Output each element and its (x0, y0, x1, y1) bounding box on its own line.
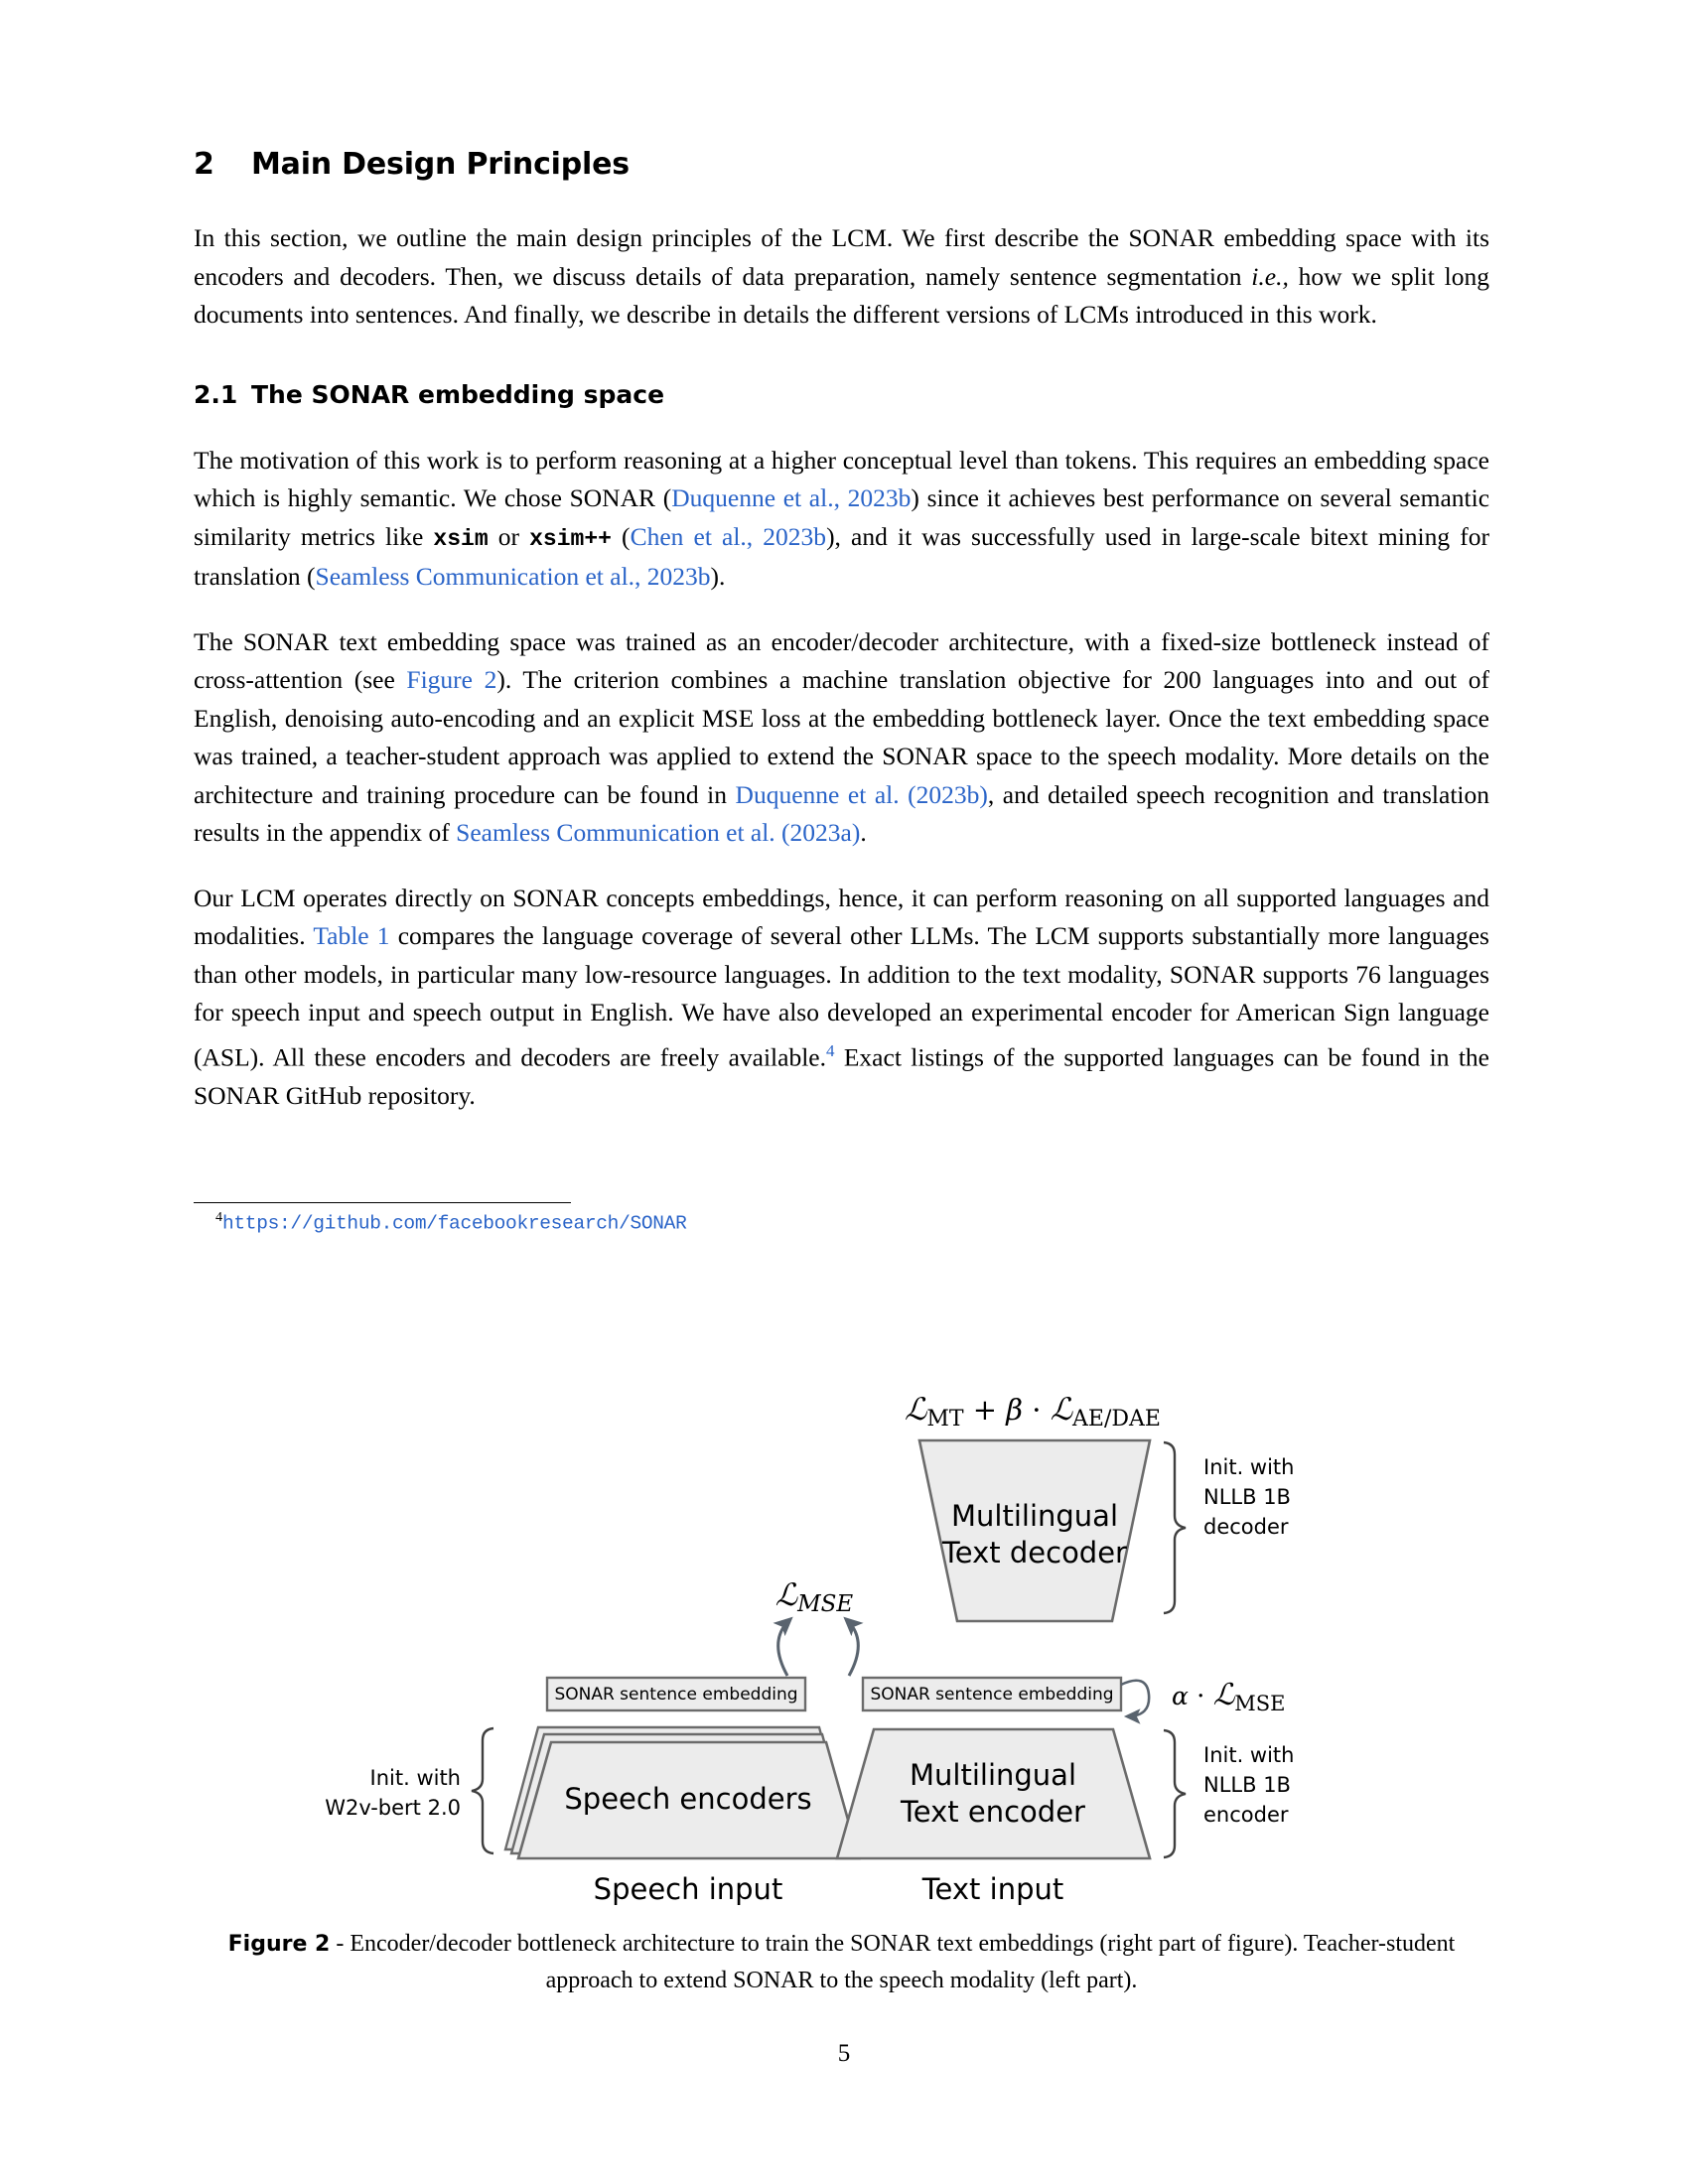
p3-text-3: Exact listings of the supported languages can be found in the SONAR GitHub repository. (194, 1042, 1490, 1110)
paragraph-sonar-training (194, 623, 1489, 853)
intro-italic-ie: i.e., (1251, 261, 1289, 291)
brace-speech-init (472, 1728, 493, 1853)
brace-encoder-init (1164, 1730, 1186, 1857)
label-text-decoder-line1: Multilingual (951, 1499, 1118, 1533)
label-speech-encoders: Speech encoders (564, 1782, 812, 1816)
section-heading-2-1 (194, 380, 1489, 409)
p1-text-1: The motivation of this work is to perform reasoning at a higher conceptual level than tokens. This requires an embedding space which is highly semantic. We chose SONAR ( (194, 445, 1489, 512)
metric-xsim: xsim (433, 525, 489, 552)
label-text-encoder-line2: Text encoder (901, 1795, 1085, 1829)
section-number: 2 (194, 147, 214, 182)
footnote-number: 4 (215, 1210, 222, 1225)
loss-label-alpha-mse: α · ℒ$_{MSE}$ (1172, 1678, 1286, 1715)
annotation-encoder-init-line3: encoder (1203, 1803, 1289, 1827)
footnote-link-sonar-github[interactable]: https://github.com/facebookresearch/SONAR (222, 1212, 687, 1235)
label-embedding-left: SONAR sentence embedding (554, 1685, 798, 1705)
paragraph-sonar-motivation (194, 442, 1489, 597)
label-text-decoder-line2: Text decoder (942, 1536, 1127, 1570)
figure-2-svg (0, 1375, 1688, 1931)
footnote-entry (194, 1210, 1489, 1235)
intro-text-b: how we split long documents into sentences. And finally, we describe in details the different versions of LCMs introduced in this work. (194, 261, 1489, 329)
paragraph-lcm-languages (194, 880, 1489, 1116)
annotation-speech-init-line1: Init. with (369, 1766, 461, 1790)
footnote-separator-rule (194, 1202, 571, 1203)
annotation-encoder-init-line1: Init. with (1203, 1743, 1295, 1767)
annotation-encoder-init-line2: NLLB 1B (1203, 1773, 1291, 1797)
label-text-input: Text input (921, 1872, 1064, 1906)
p1-text-4: ( (611, 521, 631, 551)
arrow-right-to-mse (846, 1619, 858, 1676)
annotation-decoder-init-line1: Init. with (1203, 1455, 1295, 1479)
figure-2-diagram (0, 1375, 1688, 1931)
metric-xsim-plusplus: xsim++ (529, 525, 612, 552)
arrow-self-loop-mse (1121, 1681, 1149, 1716)
citation-seamless-2023b[interactable]: Seamless Communication et al., 2023b (315, 562, 711, 591)
figure-2-caption (194, 1926, 1489, 1999)
section-title: Main Design Principles (251, 147, 630, 182)
p1-text-6: ). (710, 562, 726, 591)
intro-paragraph (194, 219, 1489, 335)
figure-caption-label: Figure 2 (227, 1932, 331, 1957)
annotation-speech-init-line2: W2v-bert 2.0 (325, 1796, 461, 1820)
annotation-decoder-init-line2: NLLB 1B (1203, 1485, 1291, 1509)
p3-text-1: Our LCM operates directly on SONAR concepts embeddings, hence, it can perform reasoning on all supported languages and modalities. (194, 883, 1489, 950)
annotation-decoder-init-line3: decoder (1203, 1515, 1289, 1539)
arrow-left-to-mse (778, 1619, 790, 1676)
intro-text-a: In this section, we outline the main design principles of the LCM. We first describe the SONAR embedding space with its encoders and decoders. Then, we discuss details of data preparation, namely sentence segmentation (194, 223, 1489, 291)
section-heading-2 (194, 147, 1489, 182)
subsection-title: The SONAR embedding space (251, 379, 665, 409)
label-text-encoder-line1: Multilingual (910, 1758, 1076, 1792)
p2-text-3: , and detailed speech recognition and translation results in the appendix of (194, 779, 1489, 847)
loss-label-mt-ae-dae: ℒ$_{MT}$ + β · ℒ$_{AE/DAE}$ (905, 1392, 1161, 1432)
p2-text-2: ). The criterion combines a machine translation objective for 200 languages into and out of English, denoising auto-encoding and an explicit MSE loss at the embedding bottleneck layer. Once the text embedding space was trained, a teacher-student approach was applied to extend the SONAR space to the speech modality. More details on the architecture and training procedure can be found in (194, 665, 1489, 809)
page-content (194, 0, 1489, 1235)
p1-text-3: or (488, 521, 530, 551)
p2-text-4: . (860, 818, 867, 847)
citation-chen-2023b[interactable]: Chen et al., 2023b (630, 521, 827, 551)
block-multilingual-text-encoder (837, 1729, 1150, 1858)
label-embedding-right: SONAR sentence embedding (870, 1685, 1114, 1705)
citation-duquenne-2023b-inline[interactable]: Duquenne et al. (2023b) (735, 779, 988, 809)
citation-duquenne-2023b[interactable]: Duquenne et al., 2023b (671, 483, 912, 512)
label-speech-input: Speech input (593, 1872, 783, 1906)
page-number: 5 (837, 2040, 851, 2067)
brace-decoder-init (1164, 1442, 1186, 1613)
p2-text-1: The SONAR text embedding space was trained as an encoder/decoder architecture, with a fixed-size bottleneck instead of cross-attention (see (194, 626, 1489, 694)
reference-table-1[interactable]: Table 1 (313, 921, 390, 950)
footnote-marker-4[interactable]: 4 (826, 1040, 835, 1060)
p1-text-5: ), and it was successfully used in large-scale bitext mining for translation ( (194, 521, 1489, 591)
p3-text-2: compares the language coverage of several other LLMs. The LCM supports substantially more languages than other models, in particular many low-resource languages. In addition to the text modality, SONAR supports 76 languages for speech input and speech output in English. We have also developed an experimental encoder for American Sign language (ASL). All these encoders and decoders are freely available. (194, 921, 1489, 1071)
figure-caption-text: - Encoder/decoder bottleneck architecture to train the SONAR text embeddings (right part of figure). Teacher-student approach to extend SONAR to the speech modality (left part). (330, 1931, 1456, 1993)
p1-text-2: ) since it achieves best performance on several semantic similarity metrics like (194, 483, 1490, 551)
citation-seamless-2023a[interactable]: Seamless Communication et al. (2023a) (456, 818, 861, 847)
loss-label-mse-center: ℒ$_{MSE}$ (774, 1577, 854, 1617)
subsection-number: 2.1 (194, 379, 238, 409)
reference-figure-2[interactable]: Figure 2 (406, 665, 497, 694)
